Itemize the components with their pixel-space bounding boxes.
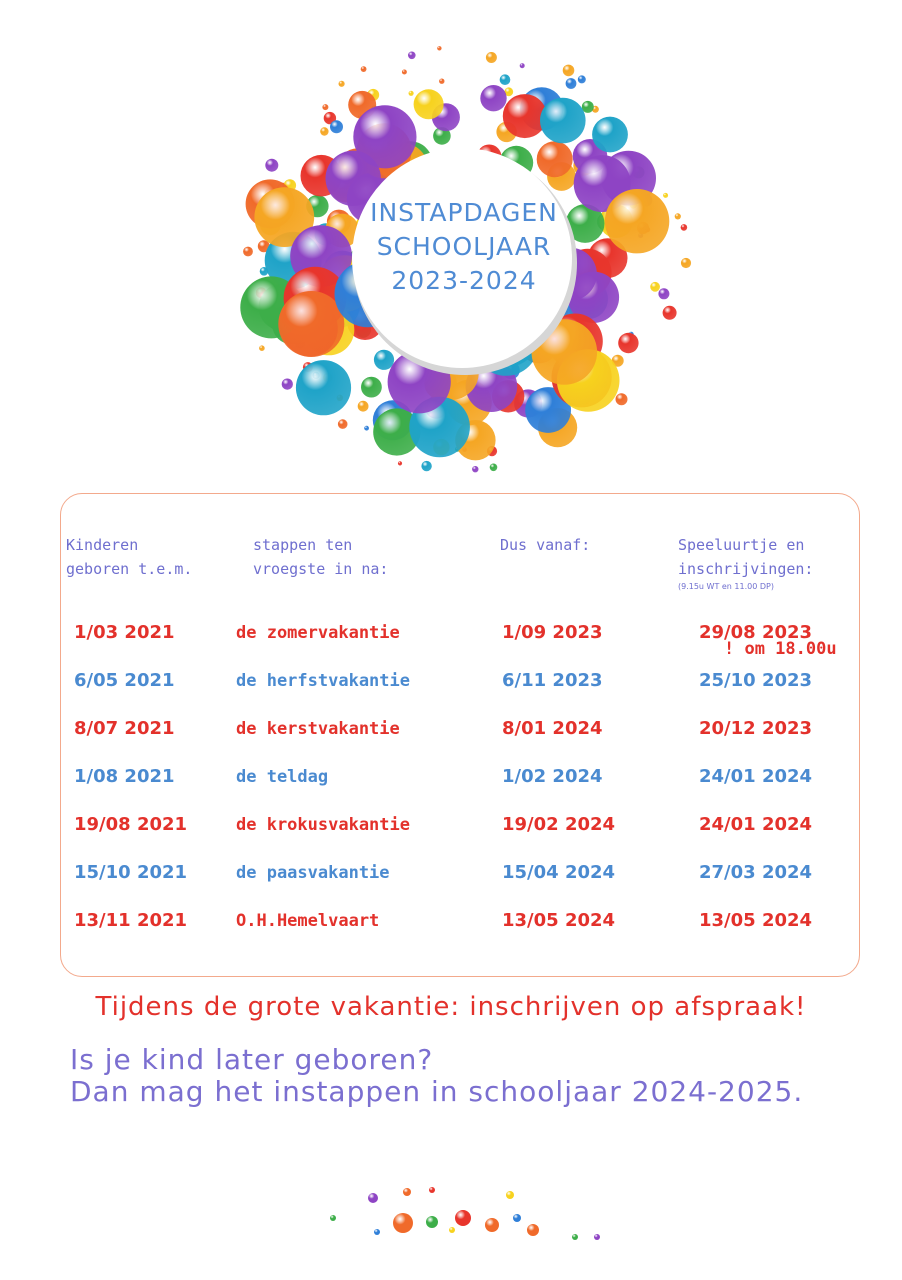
balloon [563,65,575,77]
decor-dot [368,1193,378,1203]
balloon [358,401,369,412]
balloon [681,258,691,268]
later-note-line-2: Dan mag het instappen in schooljaar 2024-2025. [70,1075,804,1108]
header-from: Dus vanaf: [500,536,591,554]
row-7-born-date: 13/11 2021 [74,910,188,931]
decor-dot [374,1229,380,1235]
balloon [566,78,577,89]
balloon [339,81,345,87]
decor-dot [513,1214,521,1222]
decor-dot [330,1215,336,1221]
balloon [578,75,586,83]
row-4-play-date: 24/01 2024 [699,766,813,787]
later-note [70,1044,803,1108]
title-line-1: INSTAPDAGEN [370,198,558,227]
row-7-play-date: 13/05 2024 [699,910,813,931]
balloon [259,345,265,351]
row-2-enter-after: de herfstvakantie [236,671,410,691]
balloon [398,461,402,465]
balloon [439,79,444,84]
row-2-play-date: 25/10 2023 [699,670,813,691]
balloon [265,159,278,172]
balloon [675,213,681,219]
row-1-play-date: 29/08 2023 [699,622,813,643]
row-1-born-date: 1/03 2021 [74,622,175,643]
summer-note: Tijdens de grote vakantie: inschrijven op afspraak! [95,992,807,1022]
balloon [650,282,660,292]
title-line-2: SCHOOLJAAR [376,232,552,261]
row-4-born-date: 1/08 2021 [74,766,175,787]
balloon [537,141,573,177]
row-3-enter-after: de kerstvakantie [236,719,400,739]
row-5-play-date: 24/01 2024 [699,814,813,835]
balloon [353,105,416,168]
row-4-enter-after: de teldag [236,767,329,787]
balloon [338,419,348,429]
balloon [616,393,628,405]
row-7-start-date: 13/05 2024 [502,910,616,931]
header-play-block [678,533,813,593]
balloon [490,464,498,472]
balloon [592,117,628,153]
balloon [681,224,688,231]
row-6-play-date: 27/03 2024 [699,862,813,883]
balloon [540,98,586,144]
decor-dot [403,1188,411,1196]
decor-dot [449,1227,455,1233]
balloon [500,74,511,85]
balloon [437,46,441,50]
balloon [282,379,293,390]
bottom-dots-decoration [0,1170,902,1260]
row-5-enter-after: de krokusvakantie [236,815,410,835]
balloon [503,94,547,138]
balloon [472,466,478,472]
balloon [364,426,369,431]
balloon [520,63,525,68]
balloon [361,66,367,72]
header-after: stappen ten vroegste in na: [253,536,389,578]
balloon [278,291,344,357]
row-6-start-date: 15/04 2024 [502,862,616,883]
balloon [243,247,253,257]
header-play-note: (9.15u WT en 11.00 DP) [678,582,774,591]
decor-dot [572,1234,578,1240]
balloon [402,70,407,75]
balloon [480,85,506,111]
header-born: Kinderen geboren t.e.m. [66,536,193,578]
row-6-born-date: 15/10 2021 [74,862,188,883]
row-2-start-date: 6/11 2023 [502,670,603,691]
balloon [658,288,669,299]
row-2-born-date: 6/05 2021 [74,670,175,691]
row-3-start-date: 8/01 2024 [502,718,603,739]
row-3-play-date: 20/12 2023 [699,718,813,739]
balloon [296,360,351,415]
row-5-start-date: 19/02 2024 [502,814,616,835]
decor-dot [426,1216,438,1228]
row-4-start-date: 1/02 2024 [502,766,603,787]
row-7-enter-after: O.H.Hemelvaart [236,911,380,931]
row-1-play-note: ! om 18.00u [724,639,837,659]
header-play: Speeluurtje en inschrijvingen: [678,536,814,578]
decor-dot [594,1234,600,1240]
balloon [409,91,414,96]
decor-dot [393,1213,413,1233]
balloon [322,104,328,110]
balloon [582,101,594,113]
later-note-line-1: Is je kind later geboren? [70,1043,434,1076]
balloon [663,306,677,320]
decor-dot [429,1187,435,1193]
balloon [605,189,669,253]
balloon [374,350,394,370]
balloon [486,52,497,63]
decor-dot [455,1210,471,1226]
balloon [414,89,444,119]
row-1-start-date: 1/09 2023 [502,622,603,643]
balloon [421,461,431,471]
decor-dot [506,1191,514,1199]
balloon [361,377,382,398]
row-5-born-date: 19/08 2021 [74,814,188,835]
row-3-born-date: 8/07 2021 [74,718,175,739]
row-1-enter-after: de zomervakantie [236,623,400,643]
balloon [618,333,638,353]
balloon [663,193,668,198]
balloon [330,120,343,133]
decor-dot [485,1218,499,1232]
title-line-3: 2023-2024 [391,266,537,295]
title-block [352,196,576,298]
row-6-enter-after: de paasvakantie [236,863,390,883]
balloon [408,52,416,60]
balloon [320,127,328,135]
decor-dot [527,1224,539,1236]
